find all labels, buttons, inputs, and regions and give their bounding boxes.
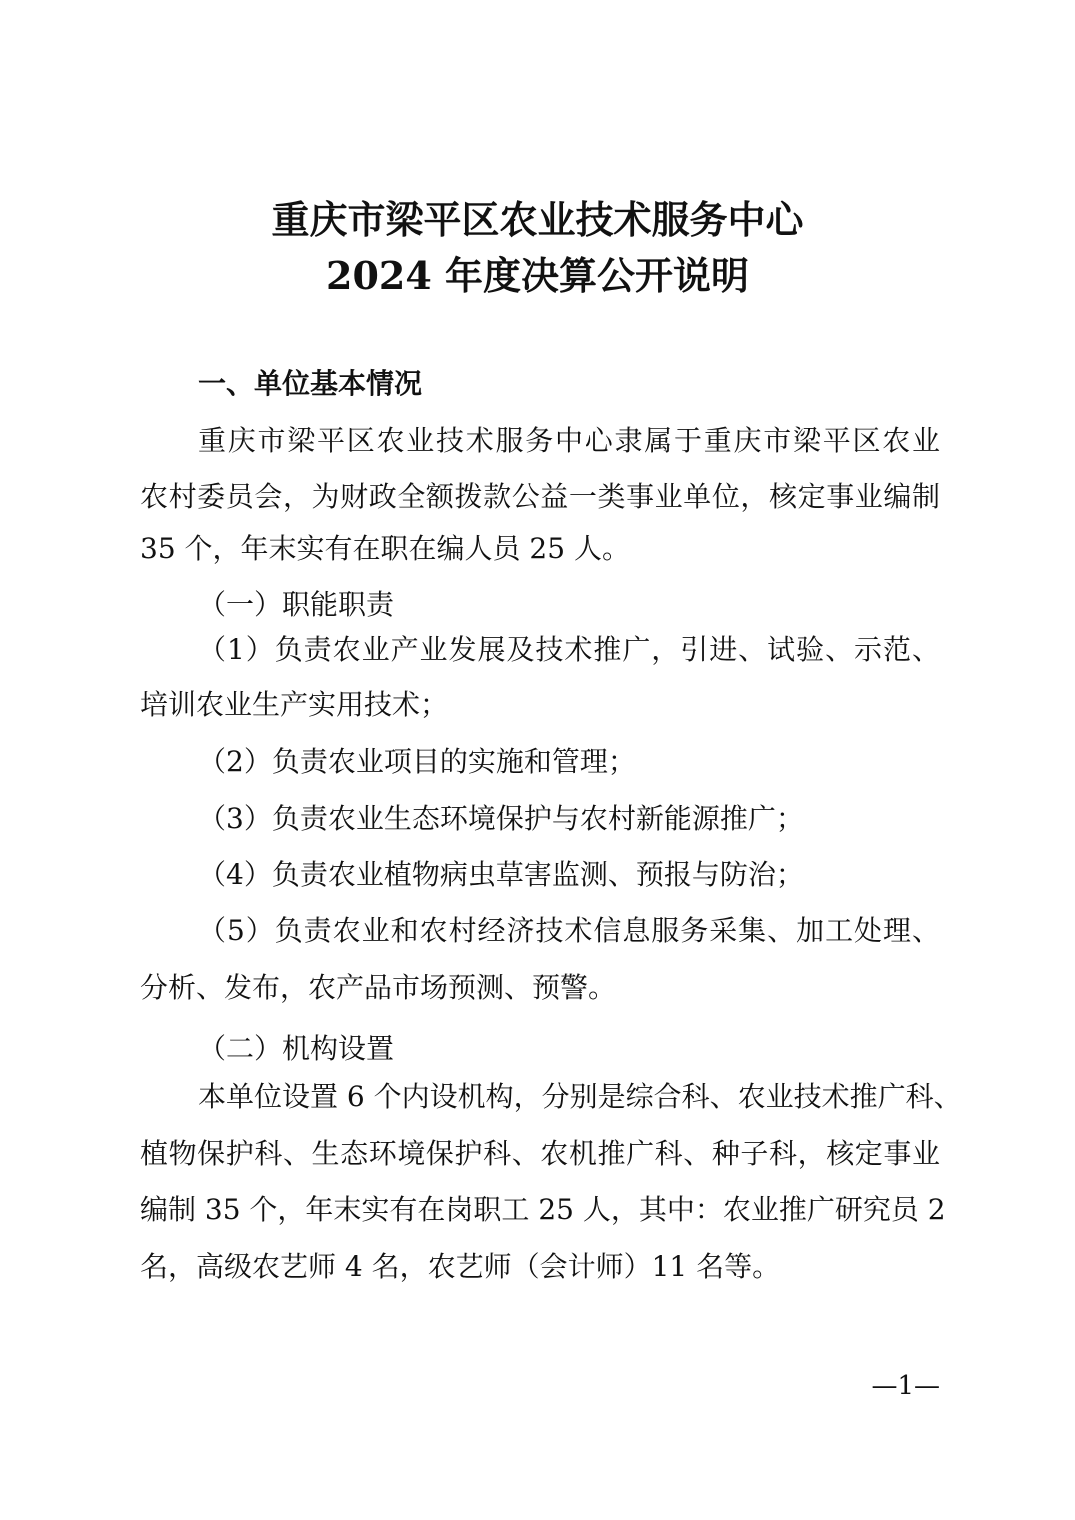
duty-item-line: 培训农业生产实用技术； [140,688,449,721]
subsection-heading-duties: （一）职能职责 [198,588,395,621]
paragraph-line: 35 个，年末实有在职在编人员 25 人。 [140,532,630,565]
paragraph-line: 编制 35 个，年末实有在岗职工 25 人，其中：农业推广研究员 2 [140,1193,946,1226]
paragraph-line: 植物保护科、生态环境保护科、农机推广科、种子科，核定事业 [140,1137,940,1170]
duty-item-line: （5）负责农业和农村经济技术信息服务采集、加工处理、 [198,914,940,947]
document-title-line-2: 2024 年度决算公开说明 [326,253,749,298]
paragraph-line: 名，高级农艺师 4 名，农艺师（会计师）11 名等。 [140,1250,781,1283]
duty-item-line: （3）负责农业生态环境保护与农村新能源推广； [198,802,804,835]
paragraph-line: 农村委员会，为财政全额拨款公益一类事业单位，核定事业编制 [140,480,940,513]
duty-item-line: （4）负责农业植物病虫草害监测、预报与防治； [198,858,804,891]
document-title-line-1: 重庆市梁平区农业技术服务中心 [271,197,804,242]
duty-item-line: （2）负责农业项目的实施和管理； [198,745,636,778]
page-number: —1— [871,1371,940,1401]
section-heading-basic-info: 一、单位基本情况 [198,367,423,400]
duty-item-line: （1）负责农业产业发展及技术推广，引进、试验、示范、 [198,633,940,666]
subsection-heading-organization: （二）机构设置 [198,1032,395,1065]
paragraph-line: 本单位设置 6 个内设机构，分别是综合科、农业技术推广科、 [198,1080,962,1113]
duty-item-line: 分析、发布，农产品市场预测、预警。 [140,971,617,1004]
paragraph-line: 重庆市梁平区农业技术服务中心隶属于重庆市梁平区农业 [198,424,940,457]
